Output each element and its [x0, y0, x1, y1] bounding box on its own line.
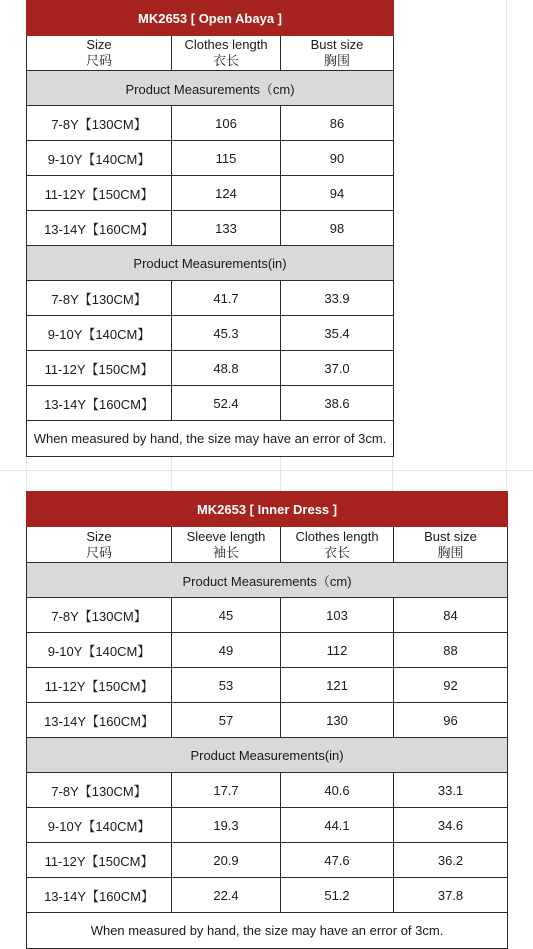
value-cell: 34.6	[394, 808, 508, 843]
table-row	[27, 808, 508, 843]
section-header-in: Product Measurements(in)	[27, 738, 508, 773]
value-cell: 98	[281, 211, 394, 246]
value-cell: 84	[394, 598, 508, 633]
size-cell: 13-14Y【160CM】	[27, 703, 172, 738]
sheet-gridline	[0, 470, 533, 471]
table-row	[27, 176, 394, 211]
section-header-cm: Product Measurements（cm)	[27, 71, 394, 106]
size-cell: 7-8Y【130CM】	[27, 773, 172, 808]
column-header-size: Size 尺码	[27, 36, 172, 71]
table-row	[27, 351, 394, 386]
table-title: MK2653 [ Inner Dress ]	[27, 492, 508, 527]
size-table-inner-dress	[26, 491, 508, 949]
value-cell: 53	[172, 668, 281, 703]
table-row	[27, 316, 394, 351]
value-cell: 106	[172, 106, 281, 141]
column-header-bust-size: Bust size 胸围	[281, 36, 394, 71]
size-cell: 11-12Y【150CM】	[27, 843, 172, 878]
value-cell: 17.7	[172, 773, 281, 808]
column-header-clothes-length: Clothes length 衣长	[281, 527, 394, 563]
value-cell: 19.3	[172, 808, 281, 843]
column-header-size: Size 尺码	[27, 527, 172, 563]
value-cell: 92	[394, 668, 508, 703]
table-row	[27, 843, 508, 878]
table-row	[27, 773, 508, 808]
value-cell: 94	[281, 176, 394, 211]
value-cell: 86	[281, 106, 394, 141]
value-cell: 35.4	[281, 316, 394, 351]
measurement-note: When measured by hand, the size may have an error of 3cm.	[27, 913, 508, 949]
size-cell: 7-8Y【130CM】	[27, 598, 172, 633]
size-cell: 9-10Y【140CM】	[27, 808, 172, 843]
measurement-note: When measured by hand, the size may have an error of 3cm.	[27, 421, 394, 457]
value-cell: 37.0	[281, 351, 394, 386]
table-row	[27, 106, 394, 141]
table-row	[27, 633, 508, 668]
size-cell: 11-12Y【150CM】	[27, 668, 172, 703]
value-cell: 33.1	[394, 773, 508, 808]
value-cell: 130	[281, 703, 394, 738]
table-row	[27, 211, 394, 246]
size-cell: 7-8Y【130CM】	[27, 281, 172, 316]
size-cell: 13-14Y【160CM】	[27, 878, 172, 913]
table-row	[27, 878, 508, 913]
table-title: MK2653 [ Open Abaya ]	[27, 1, 394, 36]
value-cell: 51.2	[281, 878, 394, 913]
value-cell: 57	[172, 703, 281, 738]
value-cell: 33.9	[281, 281, 394, 316]
value-cell: 96	[394, 703, 508, 738]
value-cell: 36.2	[394, 843, 508, 878]
column-header-clothes-length: Clothes length 衣长	[172, 36, 281, 71]
column-header-bust-size: Bust size 胸围	[394, 527, 508, 563]
size-cell: 7-8Y【130CM】	[27, 106, 172, 141]
table-row	[27, 598, 508, 633]
table-row	[27, 386, 394, 421]
value-cell: 124	[172, 176, 281, 211]
value-cell: 103	[281, 598, 394, 633]
value-cell: 52.4	[172, 386, 281, 421]
value-cell: 47.6	[281, 843, 394, 878]
value-cell: 41.7	[172, 281, 281, 316]
value-cell: 115	[172, 141, 281, 176]
table-row	[27, 703, 508, 738]
value-cell: 20.9	[172, 843, 281, 878]
size-cell: 9-10Y【140CM】	[27, 633, 172, 668]
value-cell: 38.6	[281, 386, 394, 421]
value-cell: 22.4	[172, 878, 281, 913]
value-cell: 37.8	[394, 878, 508, 913]
size-cell: 11-12Y【150CM】	[27, 176, 172, 211]
value-cell: 45.3	[172, 316, 281, 351]
size-table-open-abaya	[26, 0, 394, 457]
column-header-sleeve-length: Sleeve length 袖长	[172, 527, 281, 563]
value-cell: 88	[394, 633, 508, 668]
value-cell: 44.1	[281, 808, 394, 843]
value-cell: 48.8	[172, 351, 281, 386]
table-row	[27, 141, 394, 176]
table-row	[27, 668, 508, 703]
value-cell: 112	[281, 633, 394, 668]
table-row	[27, 281, 394, 316]
value-cell: 133	[172, 211, 281, 246]
size-cell: 9-10Y【140CM】	[27, 316, 172, 351]
section-header-in: Product Measurements(in)	[27, 246, 394, 281]
size-cell: 13-14Y【160CM】	[27, 386, 172, 421]
size-cell: 9-10Y【140CM】	[27, 141, 172, 176]
value-cell: 121	[281, 668, 394, 703]
size-cell: 11-12Y【150CM】	[27, 351, 172, 386]
size-cell: 13-14Y【160CM】	[27, 211, 172, 246]
value-cell: 49	[172, 633, 281, 668]
section-header-cm: Product Measurements（cm)	[27, 563, 508, 598]
value-cell: 45	[172, 598, 281, 633]
value-cell: 90	[281, 141, 394, 176]
value-cell: 40.6	[281, 773, 394, 808]
